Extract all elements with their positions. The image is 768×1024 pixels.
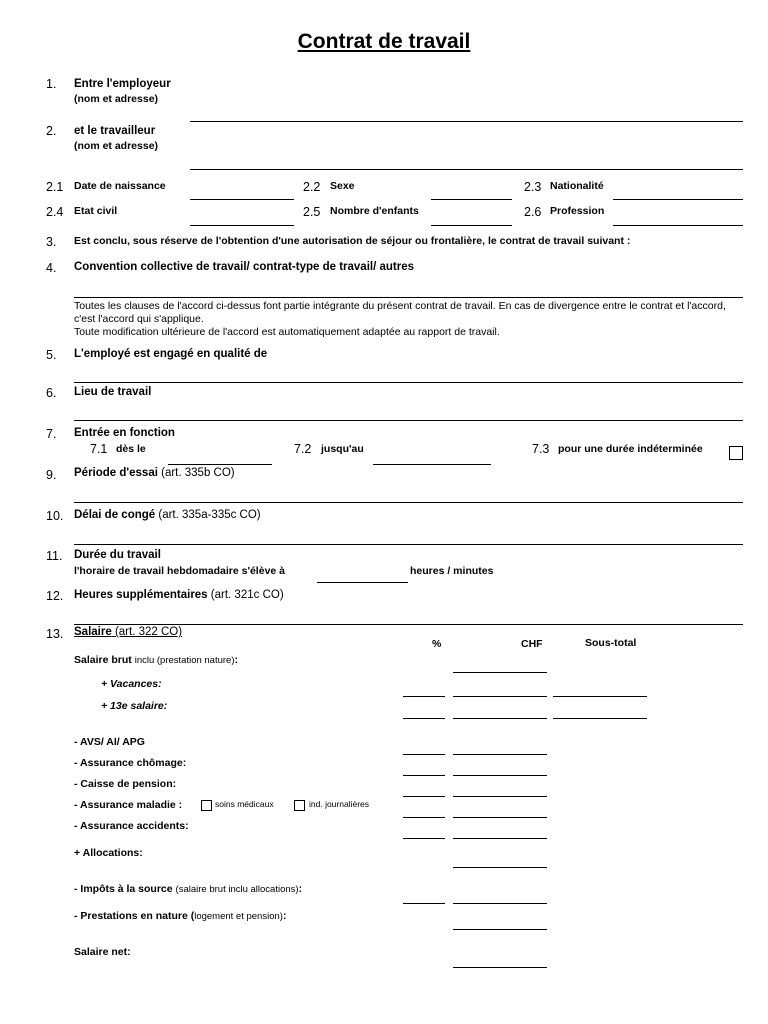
section-7-3-number: 7.3 xyxy=(532,442,550,456)
section-2-3-number: 2.3 xyxy=(524,180,542,194)
section-4-number: 4. xyxy=(46,261,57,275)
start-date-label: dès le xyxy=(116,443,146,455)
chf-column-header: CHF xyxy=(521,638,543,650)
section-9-number: 9. xyxy=(46,468,57,482)
probation-label: Période d'essai (art. 335b CO) xyxy=(74,467,235,479)
section-10-number: 10. xyxy=(46,509,64,523)
section-2-5-number: 2.5 xyxy=(303,205,321,219)
convention-note: Toutes les clauses de l'accord ci-dessus font partie intégrante du présent contrat de travail. En cas de divergence entre le contrat et l'accord, c'est l'accord qui s'applique. xyxy=(74,300,726,325)
allowances-chf-field[interactable] xyxy=(453,867,547,868)
section-5-number: 5. xyxy=(46,348,57,362)
withholding-tax-label: - Impôts à la source (salaire brut inclu allocations): xyxy=(74,883,303,895)
section-11-number: 11. xyxy=(46,549,63,563)
position-field[interactable] xyxy=(74,382,743,383)
pension-label: - Caisse de pension: xyxy=(74,778,177,790)
nationality-field[interactable] xyxy=(613,199,743,200)
section-2-2-number: 2.2 xyxy=(303,180,321,194)
weekly-hours-field[interactable] xyxy=(317,582,408,583)
13th-salary-pct-field[interactable] xyxy=(403,718,445,719)
profession-field[interactable] xyxy=(613,225,743,226)
employer-sublabel: (nom et adresse) xyxy=(74,93,159,105)
section-1-number: 1. xyxy=(46,77,57,91)
overtime-field[interactable] xyxy=(74,624,743,625)
hours-unit-label: heures / minutes xyxy=(410,565,494,577)
position-label: L'employé est engagé en qualité de xyxy=(74,348,268,360)
vacation-pct-field[interactable] xyxy=(403,696,445,697)
conclusion-text: Est conclu, sous réserve de l'obtention d'une autorisation de séjour ou frontalière, le contrat de travail suivant : xyxy=(74,235,631,247)
13th-salary-chf-field[interactable] xyxy=(453,718,547,719)
section-3-number: 3. xyxy=(46,235,57,249)
health-insurance-label: - Assurance maladie : xyxy=(74,799,183,811)
section-13-number: 13. xyxy=(46,627,64,641)
employer-label: Entre l'employeur xyxy=(74,78,171,90)
13th-salary-subtotal-field[interactable] xyxy=(553,718,647,719)
nationality-label: Nationalité xyxy=(550,180,604,192)
employer-field[interactable] xyxy=(190,121,743,122)
section-2-number: 2. xyxy=(46,124,57,138)
end-date-field[interactable] xyxy=(373,464,491,465)
civil-status-field[interactable] xyxy=(190,225,294,226)
medical-care-label: soins médicaux xyxy=(215,799,274,809)
children-field[interactable] xyxy=(431,225,512,226)
indefinite-checkbox[interactable] xyxy=(729,446,743,460)
withholding-tax-pct-field[interactable] xyxy=(403,903,445,904)
gross-salary-chf-field[interactable] xyxy=(453,672,547,673)
withholding-tax-chf-field[interactable] xyxy=(453,903,547,904)
percent-column-header: % xyxy=(432,638,442,650)
birthdate-label: Date de naissance xyxy=(74,180,166,192)
convention-label: Convention collective de travail/ contrat-type de travail/ autres xyxy=(74,261,414,273)
notice-label: Délai de congé (art. 335a-335c CO) xyxy=(74,509,261,521)
convention-field[interactable] xyxy=(74,297,743,298)
vacation-chf-field[interactable] xyxy=(453,696,547,697)
section-2-1-number: 2.1 xyxy=(46,180,64,194)
end-date-label: jusqu'au xyxy=(321,443,364,455)
birthdate-field[interactable] xyxy=(190,199,294,200)
salary-label: Salaire (art. 322 CO) xyxy=(74,626,183,638)
children-label: Nombre d'enfants xyxy=(330,205,419,217)
start-label: Entrée en fonction xyxy=(74,427,175,439)
unemployment-pct-field[interactable] xyxy=(403,775,445,776)
daily-allowance-label: ind. journalières xyxy=(309,799,370,809)
daily-allowance-checkbox[interactable] xyxy=(294,800,305,811)
vacation-label: + Vacances: xyxy=(101,678,162,690)
subtotal-column-header: Sous-total xyxy=(585,637,637,649)
accident-insurance-pct-field[interactable] xyxy=(403,838,445,839)
avs-chf-field[interactable] xyxy=(453,754,547,755)
allowances-label: + Allocations: xyxy=(74,847,143,859)
workplace-field[interactable] xyxy=(74,420,743,421)
health-insurance-pct-field[interactable] xyxy=(403,817,445,818)
notice-field[interactable] xyxy=(74,544,743,545)
pension-pct-field[interactable] xyxy=(403,796,445,797)
sex-label: Sexe xyxy=(330,180,355,192)
worker-sublabel: (nom et adresse) xyxy=(74,140,159,152)
unemployment-chf-field[interactable] xyxy=(453,775,547,776)
indefinite-label: pour une durée indéterminée xyxy=(558,443,703,455)
workplace-label: Lieu de travail xyxy=(74,386,152,398)
accident-insurance-chf-field[interactable] xyxy=(453,838,547,839)
section-12-number: 12. xyxy=(46,589,64,603)
section-7-1-number: 7.1 xyxy=(90,442,108,456)
section-6-number: 6. xyxy=(46,386,57,400)
section-2-4-number: 2.4 xyxy=(46,205,64,219)
sex-field[interactable] xyxy=(431,199,512,200)
health-insurance-chf-field[interactable] xyxy=(453,817,547,818)
accident-insurance-label: - Assurance accidents: xyxy=(74,820,189,832)
avs-pct-field[interactable] xyxy=(403,754,445,755)
page-title: Contrat de travail xyxy=(297,30,471,53)
weekly-hours-label: l'horaire de travail hebdomadaire s'élève à xyxy=(74,565,286,577)
section-7-number: 7. xyxy=(46,427,57,441)
worker-label: et le travailleur xyxy=(74,125,156,137)
pension-chf-field[interactable] xyxy=(453,796,547,797)
unemployment-label: - Assurance chômage: xyxy=(74,757,187,769)
overtime-label: Heures supplémentaires (art. 321c CO) xyxy=(74,589,284,601)
net-salary-chf-field[interactable] xyxy=(453,967,547,968)
gross-salary-label: Salaire brut inclu (prestation nature): xyxy=(74,654,239,666)
net-salary-label: Salaire net: xyxy=(74,946,131,958)
convention-note-2: Toute modification ultérieure de l'accord est automatiquement adaptée au rapport de travail. xyxy=(74,326,500,338)
13th-salary-label: + 13e salaire: xyxy=(101,700,168,712)
start-date-field[interactable] xyxy=(168,464,272,465)
work-duration-label: Durée du travail xyxy=(74,549,161,561)
avs-label: - AVS/ AI/ APG xyxy=(74,736,145,748)
section-7-2-number: 7.2 xyxy=(294,442,312,456)
benefits-in-kind-label: - Prestations en nature (logement et pension): xyxy=(74,910,287,922)
vacation-subtotal-field[interactable] xyxy=(553,696,647,697)
profession-label: Profession xyxy=(550,205,605,217)
medical-care-checkbox[interactable] xyxy=(201,800,212,811)
benefits-in-kind-chf-field[interactable] xyxy=(453,929,547,930)
probation-field[interactable] xyxy=(74,502,743,503)
civil-status-label: Etat civil xyxy=(74,205,118,217)
section-2-6-number: 2.6 xyxy=(524,205,542,219)
worker-field[interactable] xyxy=(190,169,743,170)
